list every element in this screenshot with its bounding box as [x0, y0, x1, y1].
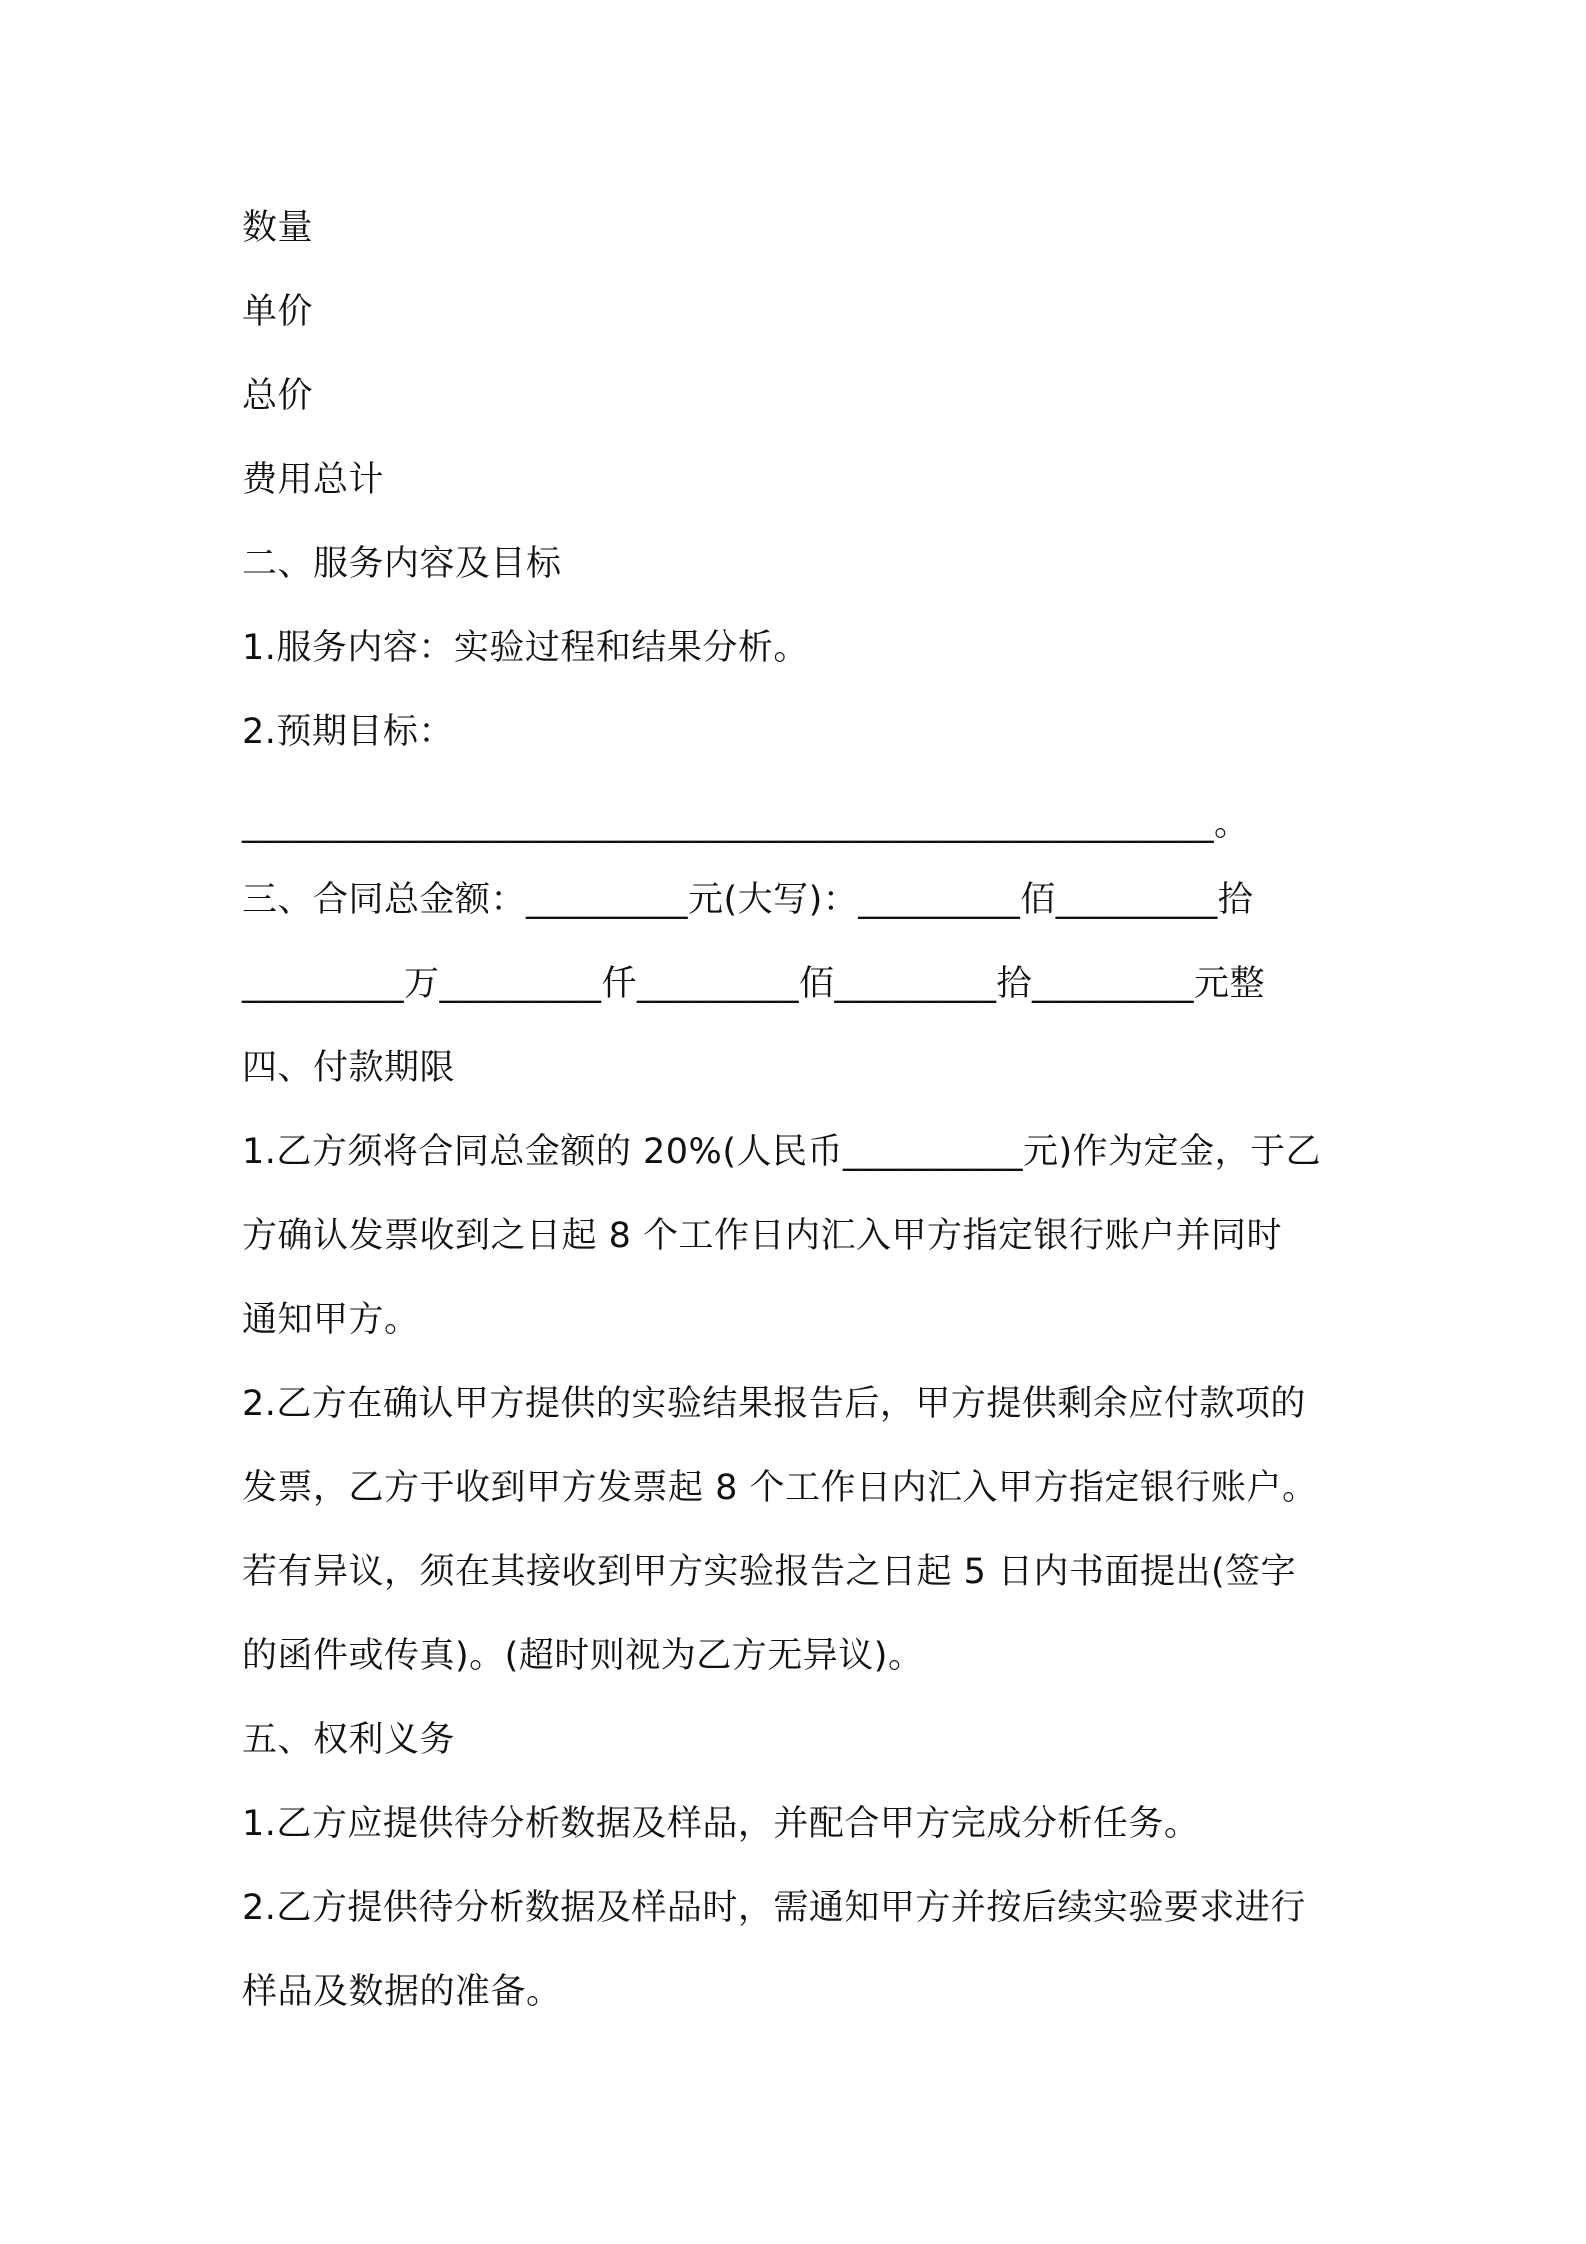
text-line-unit-price: 单价	[242, 292, 314, 332]
text-line-payment-2c: 若有异议，须在其接收到甲方实验报告之日起 5 日内书面提出(签字	[242, 1552, 1297, 1592]
section-heading-service: 二、服务内容及目标	[242, 544, 562, 584]
text-line-payment-2b: 发票，乙方于收到甲方发票起 8 个工作日内汇入甲方指定银行账户。	[242, 1468, 1318, 1508]
text-line-amount-uppercase: _________万_________仟_________佰_________拾_________元整	[242, 964, 1266, 1004]
text-line-payment-1a: 1.乙方须将合同总金额的 20%(人民币__________元)作为定金，于乙	[242, 1132, 1322, 1172]
text-line-payment-1b: 方确认发票收到之日起 8 个工作日内汇入甲方指定银行账户并同时	[242, 1216, 1283, 1256]
text-line-service-content: 1.服务内容：实验过程和结果分析。	[242, 628, 809, 668]
text-line-cost-total: 费用总计	[242, 460, 385, 500]
section-heading-contract-amount: 三、合同总金额：_________元(大写)：_________佰_________拾	[242, 880, 1254, 920]
text-line-payment-2a: 2.乙方在确认甲方提供的实验结果报告后，甲方提供剩余应付款项的	[242, 1384, 1306, 1424]
text-line-total-price: 总价	[242, 376, 314, 416]
text-line-rights-2a: 2.乙方提供待分析数据及样品时，需通知甲方并按后续实验要求进行	[242, 1888, 1306, 1928]
text-line-payment-2d: 的函件或传真)。(超时则视为乙方无异议)。	[242, 1636, 924, 1676]
text-line-goal-blank: ______________________________________________________。	[242, 804, 1250, 844]
section-heading-payment-term: 四、付款期限	[242, 1048, 456, 1088]
text-line-quantity: 数量	[242, 208, 314, 248]
text-line-rights-2b: 样品及数据的准备。	[242, 1972, 562, 2012]
text-line-rights-1: 1.乙方应提供待分析数据及样品，并配合甲方完成分析任务。	[242, 1804, 1200, 1844]
text-line-payment-1c: 通知甲方。	[242, 1300, 420, 1340]
section-heading-rights-obligations: 五、权利义务	[242, 1720, 456, 1760]
text-line-expected-goal: 2.预期目标：	[242, 712, 454, 752]
